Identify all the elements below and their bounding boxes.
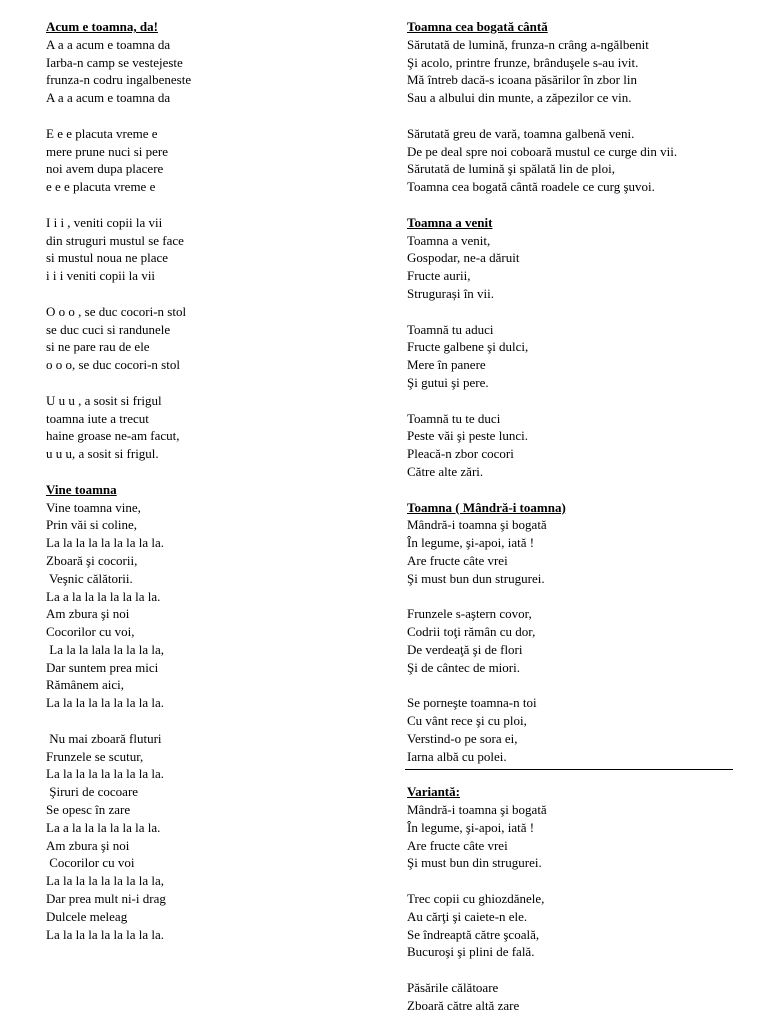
verse-line: Strugurași în vii. xyxy=(407,285,495,301)
verse-line: toamna iute a trecut xyxy=(46,410,149,426)
poem xyxy=(407,499,747,766)
verse-line: i i i veniti copii la vii xyxy=(46,268,156,284)
verse-line: Am zbura şi noi xyxy=(46,606,130,622)
verse-line: noi avem dupa placere xyxy=(46,161,164,177)
verse-line: La la la la la la la la la. xyxy=(46,766,165,782)
verse-line: Frunzele s-aştern covor, xyxy=(407,606,532,622)
stanza xyxy=(46,214,366,285)
poem-title: Toamna cea bogată cântă xyxy=(407,19,548,34)
verse-line: Pleacă-n zbor cocori xyxy=(407,446,514,462)
poem-title: Acum e toamna, da! xyxy=(46,19,158,34)
verse-line: La a la la la la la la la. xyxy=(46,588,161,604)
horizontal-rule xyxy=(405,769,733,770)
verse-line: Bucuroşi şi plini de fală. xyxy=(407,944,535,960)
verse-line: În legume, şi-apoi, iată ! xyxy=(407,535,535,551)
verse-line: Mândră-i toamna şi bogată xyxy=(407,517,547,533)
stanza xyxy=(407,801,747,872)
poem xyxy=(407,18,747,196)
verse-line: Cocorilor cu voi xyxy=(46,855,135,871)
verse-line: Mă întreb dacă-s icoana păsărilor în zbor lin xyxy=(407,72,637,88)
verse-line: Veşnic călătorii. xyxy=(46,570,133,586)
verse-line: si mustul noua ne place xyxy=(46,250,169,266)
stanza xyxy=(407,125,747,196)
right-column xyxy=(407,18,747,1032)
verse-line: Şi gutui şi pere. xyxy=(407,374,489,390)
verse-line: Nu mai zboară fluturi xyxy=(46,730,162,746)
verse-line: Gospodar, ne-a dăruit xyxy=(407,250,520,266)
verse-line: Dulcele meleag xyxy=(46,908,128,924)
poem-title: Toamna ( Mândră-i toamna) xyxy=(407,499,566,515)
verse-line: La la la lala la la la la, xyxy=(46,641,165,657)
verse-line: Şi must bun dun strugurei. xyxy=(407,570,545,586)
verse-line: Frunzele se scutur, xyxy=(46,748,144,764)
verse-line: Rămânem aici, xyxy=(46,677,124,693)
verse-line: Fructe galbene şi dulci, xyxy=(407,339,529,355)
verse-line: Sărutată de lumină şi spălată lin de ploi, xyxy=(407,161,615,177)
verse-line: De verdeaţă şi de flori xyxy=(407,641,523,657)
stanza xyxy=(407,321,747,392)
verse-line: E e e placuta vreme e xyxy=(46,125,158,141)
stanza xyxy=(407,890,747,961)
verse-line: Se opesc în zare xyxy=(46,802,131,818)
verse-line: O o o , se duc cocori-n stol xyxy=(46,303,187,319)
verse-line: Iarna albă cu polei. xyxy=(407,748,507,764)
verse-line: La la la la la la la la la. xyxy=(46,695,165,711)
verse-line: frunza-n codru ingalbeneste xyxy=(46,72,192,88)
verse-line: e e e placuta vreme e xyxy=(46,179,156,195)
verse-line: Către alte zări. xyxy=(407,463,484,479)
verse-line: Vine toamna vine, xyxy=(46,499,141,515)
verse-line: I i i , veniti copii la vii xyxy=(46,214,163,230)
verse-line: Zboară către altă zare xyxy=(407,997,520,1013)
left-column xyxy=(46,18,366,961)
verse-line: A a a acum e toamna da xyxy=(46,36,171,52)
verse-line: Iarba-n camp se vestejeste xyxy=(46,54,183,70)
stanza xyxy=(46,392,366,463)
stanza xyxy=(407,410,747,481)
poem xyxy=(407,783,747,1014)
verse-line: Dar suntem prea mici xyxy=(46,659,159,675)
verse-line: Păsările călătoare xyxy=(407,980,499,996)
poem xyxy=(46,18,366,463)
verse-line: Cocorilor cu voi, xyxy=(46,624,135,640)
verse-line: Mere în panere xyxy=(407,357,486,373)
verse-line: Sărutată de lumină, frunza-n crâng a-ngălbenit xyxy=(407,36,649,52)
poem xyxy=(46,481,366,944)
verse-line: u u u, a sosit si frigul. xyxy=(46,446,159,462)
verse-line: Are fructe câte vrei xyxy=(407,837,508,853)
verse-line: Şiruri de cocoare xyxy=(46,784,139,800)
verse-line: Prin văi si coline, xyxy=(46,517,137,533)
verse-line: Toamnă tu aduci xyxy=(407,321,494,337)
verse-line: Au cărţi şi caiete-n ele. xyxy=(407,908,528,924)
stanza xyxy=(407,516,747,587)
verse-line: o o o, se duc cocori-n stol xyxy=(46,357,180,373)
verse-line: A a a acum e toamna da xyxy=(46,90,171,106)
verse-line: Codrii toţi rămân cu dor, xyxy=(407,624,536,640)
verse-line: De pe deal spre noi coboară mustul ce curge din vii. xyxy=(407,143,678,159)
stanza xyxy=(407,605,747,676)
verse-line: Sărutată greu de vară, toamna galbenă veni. xyxy=(407,125,635,141)
verse-line: Zboară şi cocorii, xyxy=(46,552,138,568)
verse-line: se duc cuci si randunele xyxy=(46,321,171,337)
verse-line: Toamna a venit, xyxy=(407,232,491,248)
verse-line: U u u , a sosit si frigul xyxy=(46,392,162,408)
verse-line: Cu vânt rece şi cu ploi, xyxy=(407,713,527,729)
verse-line: La la la la la la la la la, xyxy=(46,873,165,889)
verse-line: În legume, şi-apoi, iată ! xyxy=(407,819,535,835)
verse-line: Mândră-i toamna şi bogată xyxy=(407,802,547,818)
verse-line: Şi acolo, printre frunze, brânduşele s-au ivit. xyxy=(407,54,639,70)
verse-line: Fructe aurii, xyxy=(407,268,471,284)
stanza xyxy=(46,303,366,374)
verse-line: La la la la la la la la la. xyxy=(46,535,165,551)
stanza xyxy=(46,125,366,196)
verse-line: Am zbura şi noi xyxy=(46,837,130,853)
verse-line: si ne pare rau de ele xyxy=(46,339,150,355)
verse-line: din struguri mustul se face xyxy=(46,232,184,248)
verse-line: haine groase ne-am facut, xyxy=(46,428,180,444)
poem-title: Variantă: xyxy=(407,784,460,800)
stanza xyxy=(407,979,747,1015)
stanza xyxy=(407,232,747,303)
stanza xyxy=(407,36,747,107)
verse-line: Dar prea mult ni-i drag xyxy=(46,891,166,907)
verse-line: La la la la la la la la la. xyxy=(46,926,165,942)
verse-line: Are fructe câte vrei xyxy=(407,552,508,568)
verse-line: Toamnă tu te duci xyxy=(407,410,501,426)
verse-line: Verstind-o pe sora ei, xyxy=(407,730,518,746)
stanza xyxy=(46,730,366,944)
verse-line: Trec copii cu ghiozdănele, xyxy=(407,891,545,907)
poem-title: Toamna a venit xyxy=(407,214,493,230)
verse-line: Se porneşte toamna-n toi xyxy=(407,695,537,711)
stanza xyxy=(46,36,366,107)
stanza xyxy=(46,499,366,713)
poem-title: Vine toamna xyxy=(46,481,117,497)
verse-line: La a la la la la la la la. xyxy=(46,819,161,835)
verse-line: Se îndreaptă către şcoală, xyxy=(407,926,540,942)
verse-line: Toamna cea bogată cântă roadele ce curg şuvoi. xyxy=(407,179,655,195)
verse-line: Peste văi şi peste lunci. xyxy=(407,428,528,444)
stanza xyxy=(407,694,747,765)
verse-line: mere prune nuci si pere xyxy=(46,143,169,159)
poem xyxy=(407,214,747,481)
verse-line: Şi de cântec de miori. xyxy=(407,659,520,675)
verse-line: Sau a albului din munte, a zăpezilor ce vin. xyxy=(407,90,632,106)
verse-line: Şi must bun din strugurei. xyxy=(407,855,542,871)
